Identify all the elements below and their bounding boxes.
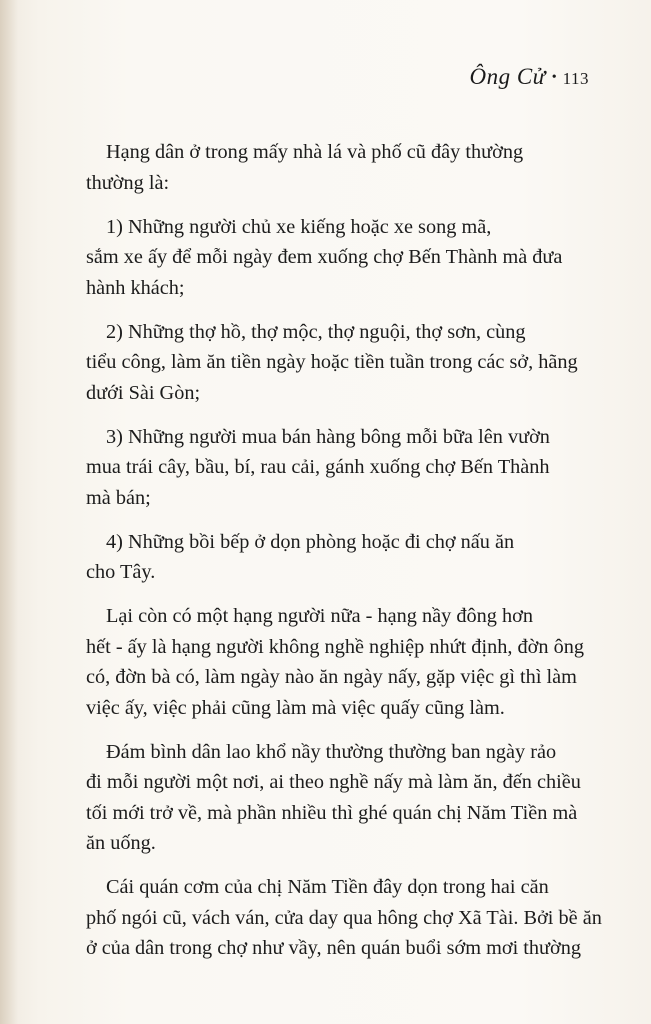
text-line: ở của dân trong chợ như vầy, nên quán buổi sớm mơi thường	[86, 937, 582, 959]
text-line: cho Tây.	[86, 561, 156, 583]
paragraph	[86, 212, 591, 304]
text-line: Lại còn có một hạng người nữa - hạng nầy đông hơn	[106, 605, 533, 627]
text-line: đi mỗi người một nơi, ai theo nghề nấy mà làm ăn, đến chiều	[86, 771, 581, 793]
running-head-separator: •	[551, 70, 557, 85]
text-line: 1) Những người chủ xe kiếng hoặc xe song mã,	[106, 215, 492, 238]
text-line: hết - ấy là hạng người không nghề nghiệp nhứt định, đờn ông	[86, 635, 584, 658]
text-line: phố ngói cũ, vách ván, cửa day qua hông chợ Xã Tài. Bởi bề ăn	[86, 906, 602, 929]
text-line: 4) Những bồi bếp ở dọn phòng hoặc đi chợ nấu ăn	[106, 530, 515, 553]
text-line: Cái quán cơm của chị Năm Tiền đây dọn trong hai căn	[106, 876, 549, 898]
text-line: sắm xe ấy để mỗi ngày đem xuống chợ Bến Thành mà đưa	[86, 246, 563, 268]
body-text	[86, 137, 602, 977]
text-line: dưới Sài Gòn;	[86, 381, 201, 404]
text-line: Hạng dân ở trong mấy nhà lá và phố cũ đây thường	[106, 141, 524, 163]
running-head	[469, 64, 589, 90]
text-line: mua trái cây, bầu, bí, rau cải, gánh xuống chợ Bến Thành	[86, 456, 550, 478]
text-line: thường là:	[86, 171, 170, 194]
text-line: việc ấy, việc phải cũng làm mà việc quấy cũng làm.	[86, 696, 505, 719]
text-line: ăn uống.	[86, 832, 156, 854]
paragraph	[86, 527, 591, 588]
text-line: mà bán;	[86, 486, 151, 509]
paragraph	[86, 422, 591, 514]
running-title: Ông Cử	[469, 64, 546, 89]
page-number: 113	[562, 69, 589, 88]
text-line: tiểu công, làm ăn tiền ngày hoặc tiền tuần trong các sở, hãng	[86, 351, 578, 373]
paragraph	[86, 317, 591, 409]
text-line: 3) Những người mua bán hàng bông mỗi bữa lên vườn	[106, 425, 550, 448]
paragraph	[86, 601, 591, 723]
text-line: có, đờn bà có, làm ngày nào ăn ngày nấy, gặp việc gì thì làm	[86, 666, 577, 688]
text-line: tối mới trở về, mà phần nhiều thì ghé quán chị Năm Tiền mà	[86, 801, 578, 824]
text-line: hành khách;	[86, 276, 185, 299]
paragraph	[86, 737, 591, 859]
text-line: Đám bình dân lao khổ nầy thường thường ban ngày rảo	[106, 740, 557, 763]
paragraph	[86, 137, 591, 198]
paragraph	[86, 872, 602, 964]
text-line: 2) Những thợ hồ, thợ mộc, thợ nguội, thợ sơn, cùng	[106, 320, 526, 343]
